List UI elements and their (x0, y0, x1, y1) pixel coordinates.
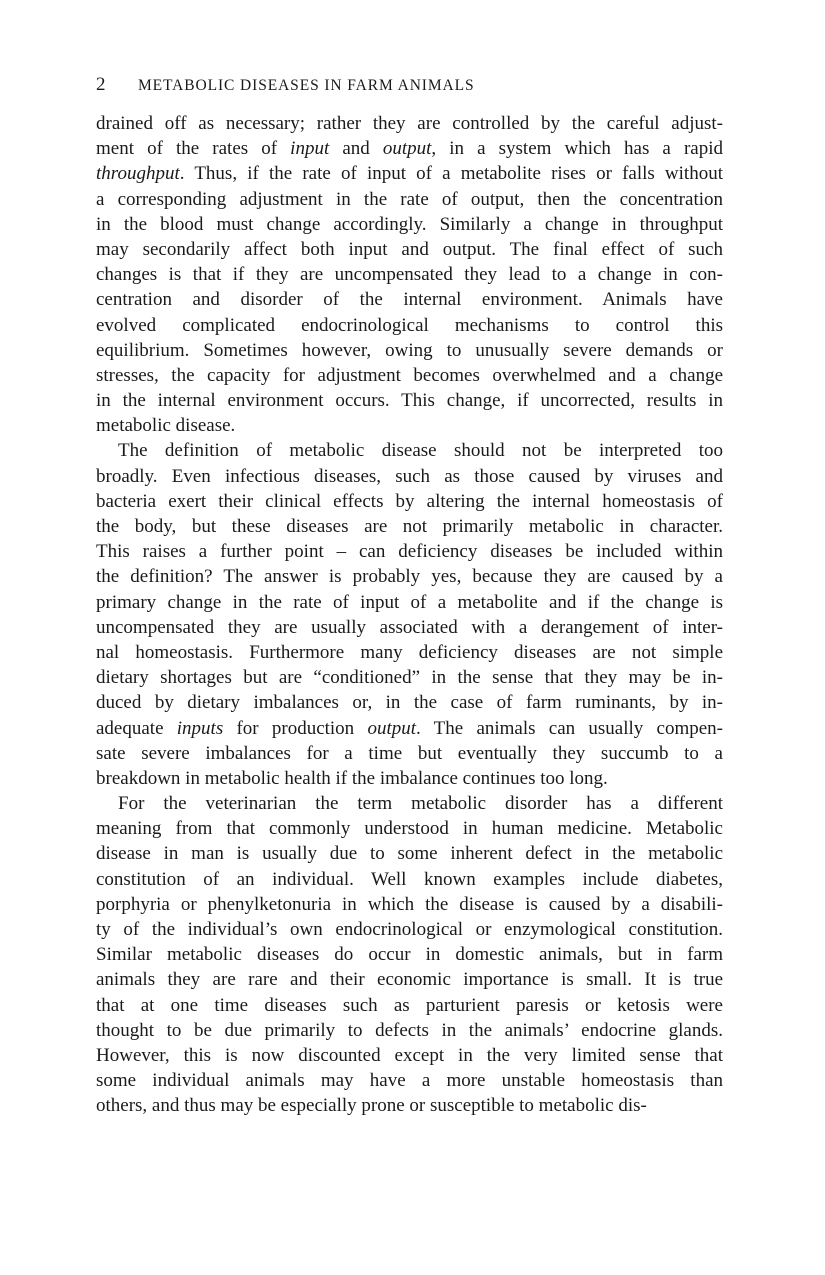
text-line (96, 590, 723, 615)
text-line (96, 615, 723, 640)
text-run: that at one time diseases such as parturient paresis or ketosis were (96, 994, 723, 1016)
text-line (96, 967, 723, 992)
text-line (96, 917, 723, 942)
text-line (96, 1068, 723, 1093)
italic-term: throughput (96, 163, 180, 185)
text-run: thought to be due primarily to defects in the animals’ endocrine glands. (96, 1019, 723, 1041)
text-run: The definition of metabolic disease should not be interpreted too (118, 440, 723, 462)
text-line (96, 766, 723, 791)
body-text (96, 111, 723, 1119)
text-run: equilibrium. Sometimes however, owing to unusually severe demands or (96, 339, 723, 361)
text-line (96, 640, 723, 665)
text-line (96, 816, 723, 841)
text-run: the body, but these diseases are not primarily metabolic in character. (96, 516, 723, 537)
page-number: 2 (96, 74, 107, 95)
text-run: for production (223, 717, 368, 739)
paragraph (96, 111, 723, 438)
text-line (96, 338, 723, 363)
text-line (96, 539, 723, 564)
text-line (96, 187, 723, 212)
text-run: metabolic disease. (96, 415, 236, 437)
text-run: a corresponding adjustment in the rate of output, then the concentration (96, 188, 723, 210)
text-line (96, 161, 723, 186)
text-line (96, 287, 723, 312)
text-line (96, 438, 723, 463)
text-run: ty of the individual’s own endocrinological or enzymological constitution. (96, 919, 723, 940)
italic-term: inputs (176, 717, 224, 739)
text-run: constitution of an individual. Well known examples include diabetes, (96, 868, 723, 890)
text-line (96, 212, 723, 237)
paragraph (96, 791, 723, 1118)
text-line (96, 741, 723, 766)
text-run: drained off as necessary; rather they are controlled by the careful adjust- (96, 113, 723, 134)
text-line (96, 363, 723, 388)
text-run: some individual animals may have a more unstable homeostasis than (96, 1070, 723, 1092)
paragraph (96, 438, 723, 791)
text-line (96, 1093, 723, 1118)
text-run: ment of the rates of (96, 138, 291, 160)
text-run: This raises a further point – can deficiency diseases be included within (96, 541, 723, 563)
text-line (96, 1018, 723, 1043)
text-run: However, this is now discounted except in the very limited sense that (96, 1044, 723, 1066)
text-line (96, 665, 723, 690)
text-line (96, 464, 723, 489)
text-line (96, 690, 723, 715)
text-run: uncompensated they are usually associated with a derangement of inter- (96, 616, 723, 638)
text-run: in the internal environment occurs. This change, if uncorrected, results in (96, 390, 723, 412)
text-run: sate severe imbalances for a time but eventually they succumb to a (96, 742, 723, 764)
running-title: METABOLIC DISEASES IN FARM ANIMALS (138, 77, 475, 94)
text-run: . The animals can usually compen- (416, 717, 723, 739)
text-line (96, 942, 723, 967)
italic-term: input (290, 138, 330, 160)
text-line (96, 993, 723, 1018)
text-line (96, 841, 723, 866)
text-line (96, 791, 723, 816)
text-line (96, 136, 723, 161)
text-run: duced by dietary imbalances or, in the case of farm ruminants, by in- (96, 692, 723, 714)
text-run: bacteria exert their clinical effects by altering the internal homeostasis of (96, 490, 723, 512)
text-run: in the blood must change accordingly. Similarly a change in throughput (96, 213, 723, 235)
text-run: dietary shortages but are “conditioned” in the sense that they may be in- (96, 667, 723, 689)
text-line (96, 489, 723, 514)
text-line (96, 867, 723, 892)
text-run: meaning from that commonly understood in human medicine. Metabolic (96, 818, 723, 840)
text-line (96, 262, 723, 287)
text-line (96, 1043, 723, 1068)
text-run: animals they are rare and their economic importance is small. It is true (96, 969, 723, 991)
text-run: disease in man is usually due to some inherent defect in the metabolic (96, 843, 723, 865)
text-run: nal homeostasis. Furthermore many deficiency diseases are not simple (96, 641, 723, 663)
text-line (96, 564, 723, 589)
text-line (96, 413, 723, 438)
text-run: and (329, 138, 383, 160)
text-run: For the veterinarian the term metabolic disorder has a different (118, 793, 723, 815)
text-run: may secondarily affect both input and output. The final effect of such (96, 238, 723, 260)
text-run: centration and disorder of the internal environment. Animals have (96, 289, 723, 311)
text-run: evolved complicated endocrinological mechanisms to control this (96, 314, 723, 336)
text-run: others, and thus may be especially prone or susceptible to metabolic dis- (96, 1095, 647, 1117)
italic-term: output (367, 717, 416, 739)
text-line (96, 514, 723, 539)
text-run: , in a system which has a rapid (431, 138, 723, 160)
text-line (96, 716, 723, 741)
text-run: adequate (96, 717, 177, 739)
text-run: stresses, the capacity for adjustment becomes overwhelmed and a change (96, 364, 723, 386)
text-run: primary change in the rate of input of a metabolite and if the change is (96, 591, 723, 613)
text-line (96, 313, 723, 338)
text-line (96, 237, 723, 262)
italic-term: output (382, 138, 432, 160)
text-run: breakdown in metabolic health if the imbalance continues too long. (96, 767, 608, 789)
text-run: broadly. Even infectious diseases, such as those caused by viruses and (96, 465, 723, 487)
running-head (96, 74, 475, 96)
text-run: Similar metabolic diseases do occur in domestic animals, but in farm (96, 944, 723, 966)
text-run: changes is that if they are uncompensated they lead to a change in con- (96, 264, 723, 286)
text-run: . Thus, if the rate of input of a metabolite rises or falls without (179, 163, 723, 185)
text-line (96, 111, 723, 136)
text-line (96, 388, 723, 413)
text-run: porphyria or phenylketonuria in which the disease is caused by a disabili- (96, 893, 723, 915)
text-line (96, 892, 723, 917)
text-run: the definition? The answer is probably yes, because they are caused by a (96, 566, 723, 588)
